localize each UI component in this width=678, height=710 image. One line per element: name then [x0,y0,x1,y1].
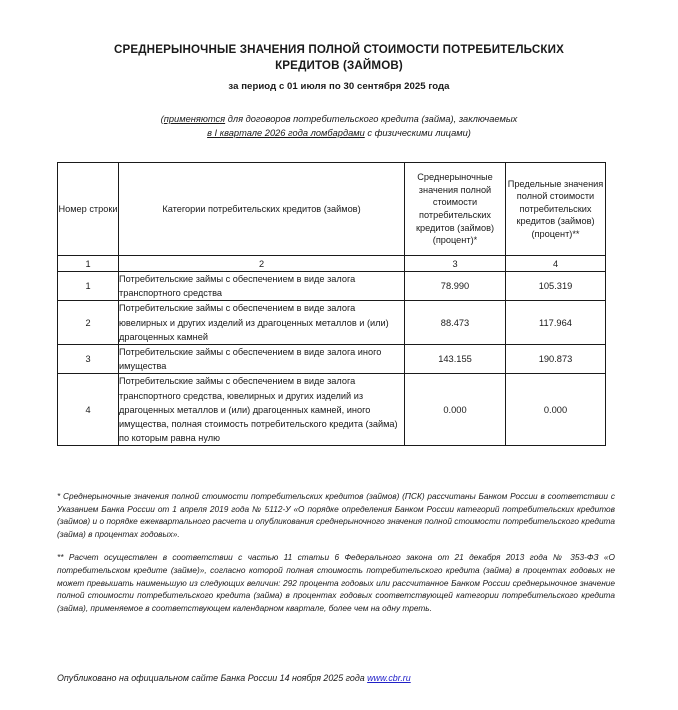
document-title: СРЕДНЕРЫНОЧНЫЕ ЗНАЧЕНИЯ ПОЛНОЙ СТОИМОСТИ ПОТРЕБИТЕЛЬСКИХ КРЕДИТОВ (ЗАЙМОВ) [113,43,564,72]
row-category: Потребительские займы с обеспечением в виде залога транспортного средства [119,272,405,301]
footnote-limit-values: ** Расчет осуществлен в соответствии с частью 11 статьи 6 Федерального закона от 21 декабря 2013 года № 353-ФЗ «О потребительском кредите (займе)», согласно которой полная стоимость потребительского кредита (займа) в процентах годовых не может превышать наименьшую из следующих величин: 292 процента годовых или рассчитанное Банком России среднерыночное значение полной стоимости потребительского кредита (займа) в процентах годовых соответствующей категории потребительского кредита (займа), применяемое в соответствующем календарном квартале, более чем на одну треть. [57,552,615,613]
header-cell-limit-value: Предельные значения полной стоимости потребительских кредитов (займов) (процент)** [506,163,606,256]
rates-table-container [57,162,605,446]
table-header-row [58,163,606,256]
column-number-1: 1 [58,256,119,272]
row-average-value: 0.000 [405,374,506,446]
publication-line [57,672,411,685]
table-row [58,345,606,374]
row-number: 3 [58,345,119,374]
applicability-plain-2: с физическими лицами) [364,128,471,138]
row-average-value: 143.155 [405,345,506,374]
table-row [58,272,606,301]
row-limit-value: 117.964 [506,301,606,345]
row-limit-value: 105.319 [506,272,606,301]
row-limit-value: 190.873 [506,345,606,374]
footnotes-section [57,490,617,614]
applicability-underlined-1: применяются [163,114,226,124]
row-average-value: 78.990 [405,272,506,301]
row-category: Потребительские займы с обеспечением в виде залога транспортного средства, ювелирных и других изделий из драгоценных металлов и (или) драгоценных камней, иного имущества, полная стоимость потребительского кредита (займа) по которым равна нулю [119,374,405,446]
applicability-open-paren: ( [160,114,164,124]
column-number-3: 3 [405,256,506,272]
row-limit-value: 0.000 [506,374,606,446]
row-number: 2 [58,301,119,345]
table-column-number-row [58,256,606,272]
rates-table [57,162,606,446]
header-cell-category: Категории потребительских кредитов (займов) [119,163,405,256]
column-number-2: 2 [119,256,405,272]
title-block [0,0,678,140]
document-applicability [109,112,569,140]
row-number: 4 [58,374,119,446]
publication-text: Опубликовано на официальном сайте Банка России 14 ноября 2025 года [57,673,368,683]
column-number-4: 4 [506,256,606,272]
table-row [58,374,606,446]
table-row [58,301,606,345]
cbr-website-link[interactable]: www.cbr.ru [367,673,411,683]
header-cell-row-number: Номер строки [58,163,119,256]
applicability-plain-1: для договоров потребительского кредита (займа), заключаемых [225,114,518,124]
applicability-underlined-2: в I квартале 2026 года ломбардами [207,128,365,138]
header-cell-average-value: Среднерыночные значения полной стоимости потребительских кредитов (займов) (процент)* [405,163,506,256]
row-category: Потребительские займы с обеспечением в виде залога ювелирных и других изделий из драгоценных металлов и (или) драгоценных камней [119,301,405,345]
row-average-value: 88.473 [405,301,506,345]
document-period: за период с 01 июля по 30 сентября 2025 года [228,81,450,92]
footnote-average-values: * Среднерыночные значения полной стоимости потребительских кредитов (займов) (ПСК) рассчитаны Банком России в соответствии с Указанием Банка России от 1 апреля 2019 года № 5112-У «О порядке определения Банком России категорий потребительских кредитов (займов) и о порядке ежеквартального расчета и опубликования среднерыночного значения полной стоимости потребительского кредита (займа) в процентах годовых». [57,491,615,539]
row-number: 1 [58,272,119,301]
row-category: Потребительские займы с обеспечением в виде залога иного имущества [119,345,405,374]
